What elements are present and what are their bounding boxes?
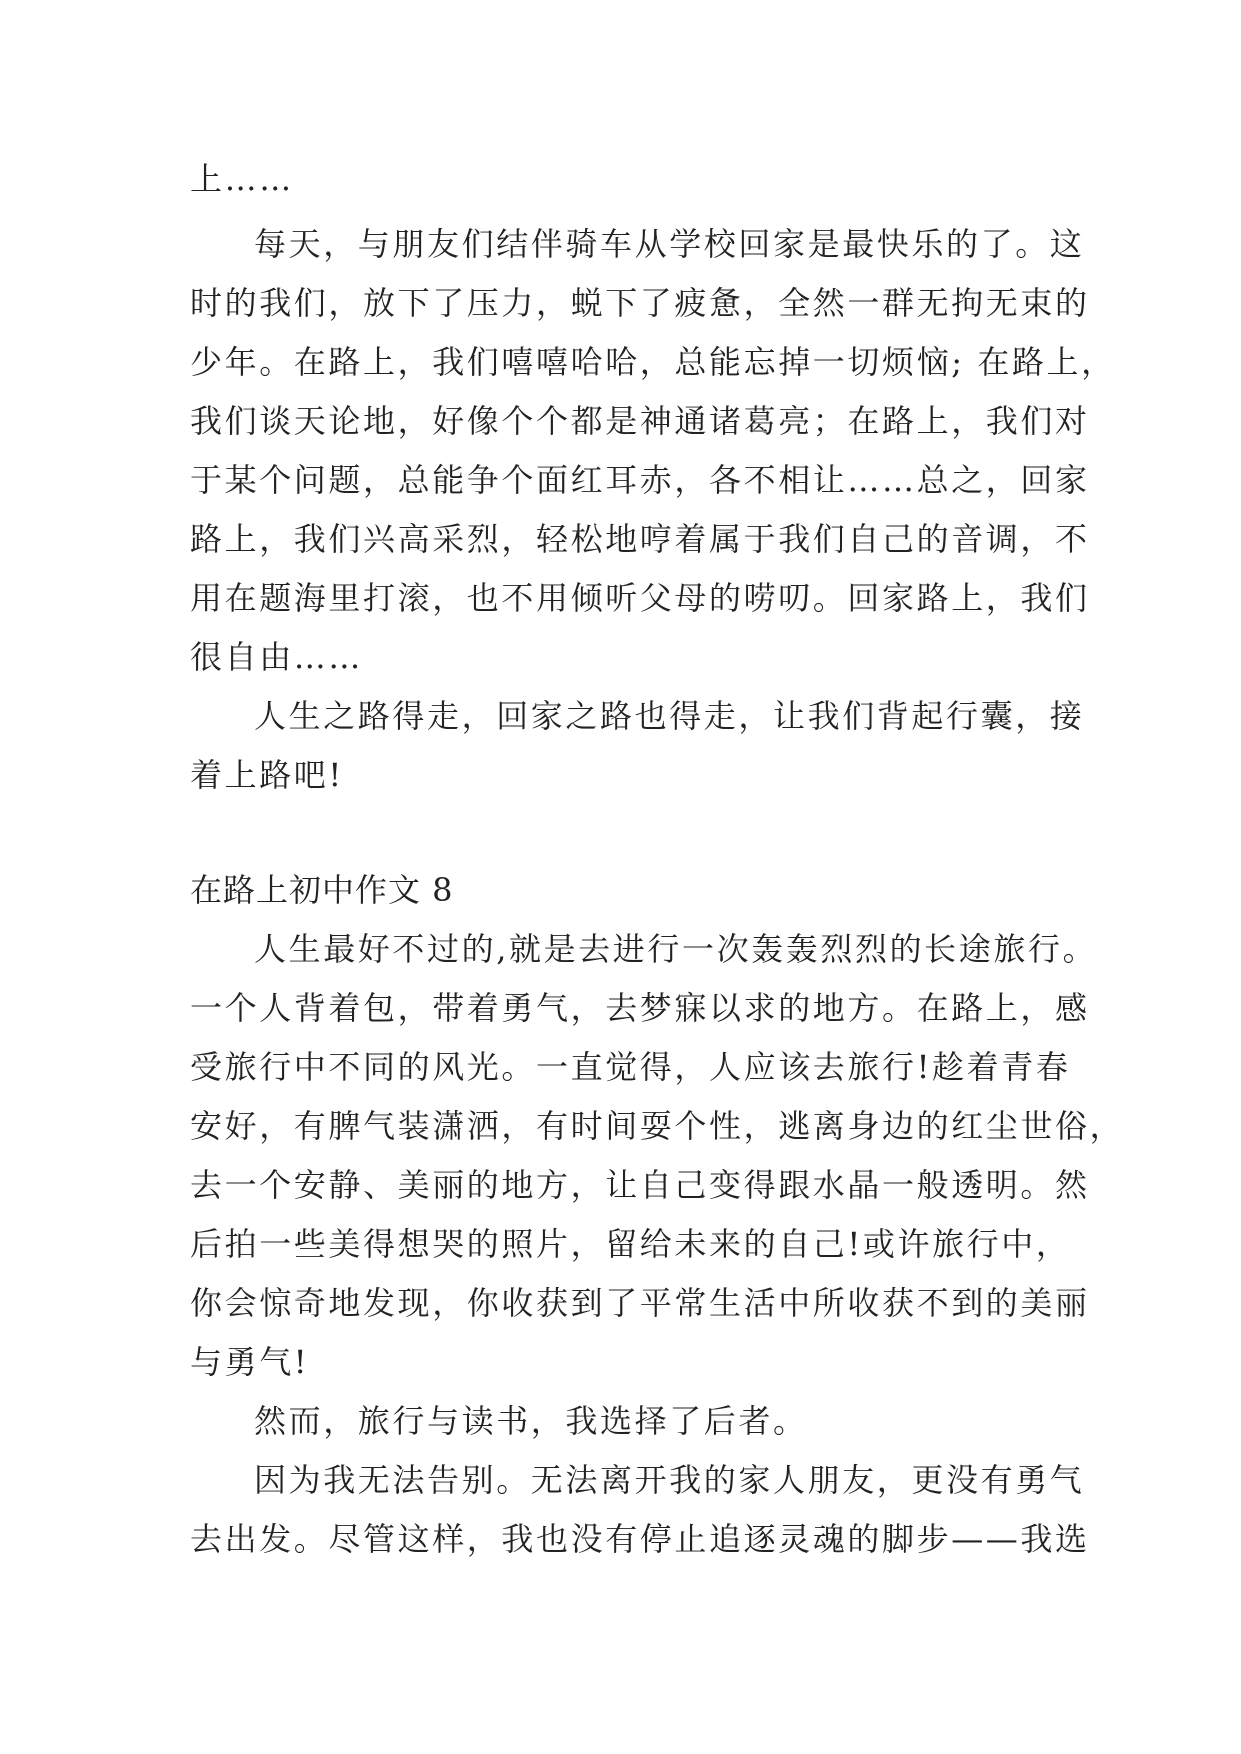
- section-heading: 在路上初中作文 8: [190, 871, 454, 909]
- paragraph-3-line-6: 后拍一些美得想哭的照片，留给未来的自己!或许旅行中，: [190, 1225, 1071, 1263]
- paragraph-4-line-1: 然而，旅行与读书，我选择了后者。: [254, 1402, 808, 1440]
- paragraph-3-line-1: 人生最好不过的,就是去进行一次轰轰烈烈的长途旅行。: [254, 930, 1098, 968]
- paragraph-2-line-2: 着上路吧!: [190, 756, 344, 794]
- paragraph-1-line-8: 很自由……: [190, 638, 364, 676]
- paragraph-3-line-5: 去一个安静、美丽的地方，让自己变得跟水晶一般透明。然: [190, 1166, 1090, 1204]
- paragraph-1-line-7: 用在题海里打滚，也不用倾听父母的唠叨。回家路上，我们: [190, 579, 1090, 617]
- paragraph-1-line-5: 于某个问题，总能争个面红耳赤，各不相让……总之，回家: [190, 461, 1090, 499]
- paragraph-3-line-3: 受旅行中不同的风光。一直觉得，人应该去旅行!趁着青春: [190, 1048, 1071, 1086]
- paragraph-1-line-2: 时的我们，放下了压力，蜕下了疲惫，全然一群无拘无束的: [190, 284, 1090, 322]
- paragraph-1-line-3: 少年。在路上，我们嘻嘻哈哈，总能忘掉一切烦恼; 在路上，: [190, 343, 1116, 381]
- paragraph-3-line-2: 一个人背着包，带着勇气，去梦寐以求的地方。在路上，感: [190, 989, 1090, 1027]
- paragraph-3-line-8: 与勇气!: [190, 1343, 310, 1381]
- paragraph-5-line-2: 去出发。尽管这样，我也没有停止追逐灵魂的脚步——我选: [190, 1520, 1090, 1558]
- paragraph-2-line-1: 人生之路得走，回家之路也得走，让我们背起行囊，接: [254, 697, 1085, 735]
- paragraph-1-line-1: 每天，与朋友们结伴骑车从学校回家是最快乐的了。这: [254, 225, 1085, 263]
- continuation-line: 上……: [190, 160, 294, 198]
- paragraph-1-line-4: 我们谈天论地，好像个个都是神通诸葛亮；在路上，我们对: [190, 402, 1090, 440]
- paragraph-3-line-4: 安好，有脾气装潇洒，有时间耍个性，逃离身边的红尘世俗，: [190, 1107, 1125, 1145]
- paragraph-1-line-6: 路上，我们兴高采烈，轻松地哼着属于我们自己的音调，不: [190, 520, 1090, 558]
- paragraph-3-line-7: 你会惊奇地发现，你收获到了平常生活中所收获不到的美丽: [190, 1284, 1090, 1322]
- paragraph-5-line-1: 因为我无法告别。无法离开我的家人朋友，更没有勇气: [254, 1461, 1085, 1499]
